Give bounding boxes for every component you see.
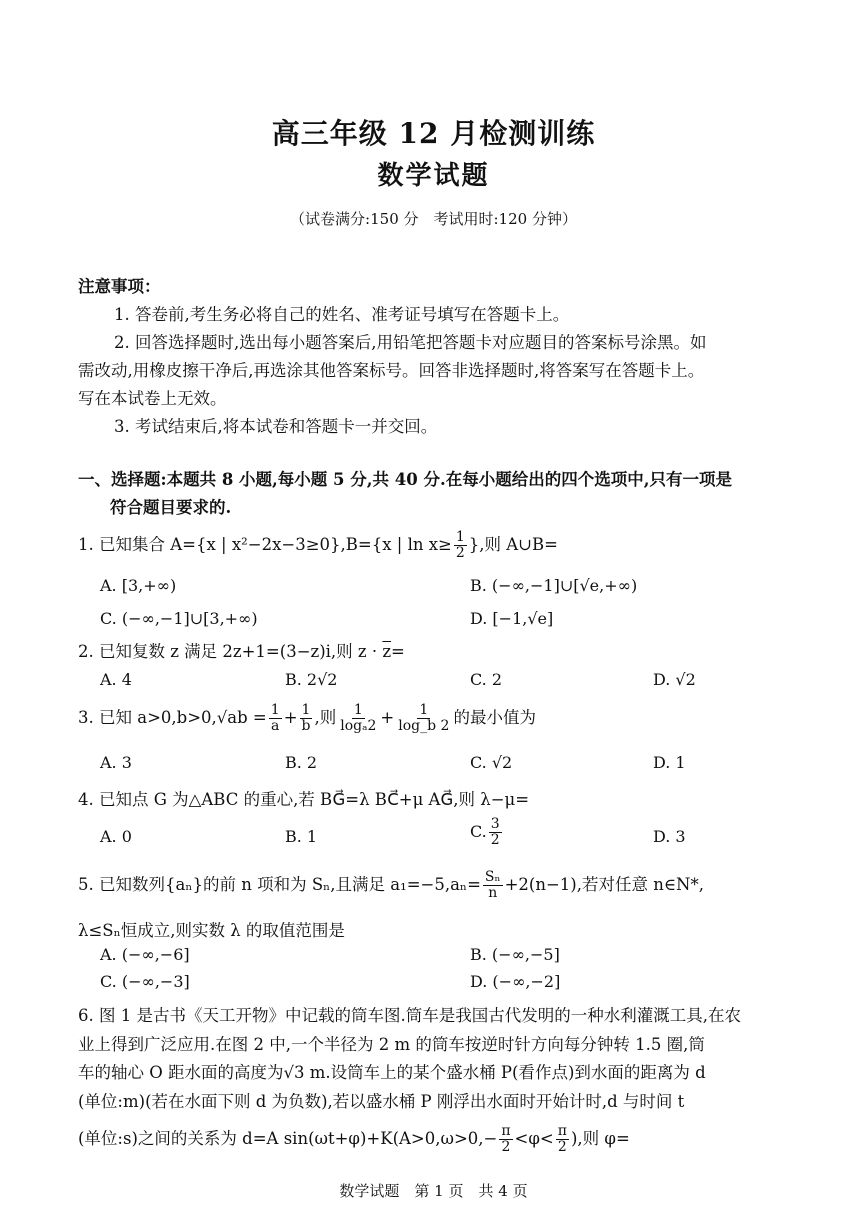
- q1-option-b: B. (−∞,−1]∪[√e,+∞): [470, 576, 638, 595]
- section-heading-line-2: 符合题目要求的.: [110, 498, 232, 517]
- notice-item-2-line-2: 需改动,用橡皮擦干净后,再选涂其他答案标号。回答非选择题时,将答案写在答题卡上。: [78, 361, 705, 380]
- q2-option-a: A. 4: [100, 670, 132, 689]
- question-6-line-4: (单位:m)(若在水面下则 d 为负数),若以盛水桶 P 刚浮出水面时开始计时,d 与时间 t: [78, 1092, 685, 1111]
- question-4-stem: 4. 已知点 G 为△ABC 的重心,若 BG⃗=λ BC⃗+μ AG⃗,则 λ−μ=: [78, 790, 530, 809]
- q5-option-d: D. (−∞,−2]: [470, 972, 561, 991]
- question-6-line-1: 6. 图 1 是古书《天工开物》中记载的筒车图.筒车是我国古代发明的一种水利灌溉工具,在农: [78, 1006, 741, 1025]
- exam-title: 高三年级 12 月检测训练: [271, 117, 596, 150]
- notice-item-2-line-1: 2. 回答选择题时,选出每小题答案后,用铅笔把答题卡对应题目的答案标号涂黑。如: [114, 333, 707, 352]
- question-6-line-2: 业上得到广泛应用.在图 2 中,一个半径为 2 m 的筒车按逆时针方向每分钟转 1.5 圈,筒: [78, 1035, 705, 1054]
- q3-option-d: D. 1: [653, 753, 686, 772]
- notice-item-1: 1. 答卷前,考生务必将自己的姓名、准考证号填写在答题卡上。: [114, 305, 570, 324]
- q4-option-d: D. 3: [653, 827, 686, 846]
- notice-item-3: 3. 考试结束后,将本试卷和答题卡一并交回。: [114, 417, 438, 436]
- q3-option-b: B. 2: [285, 753, 318, 772]
- q1-option-d: D. [−1,√e]: [470, 609, 554, 628]
- notice-item-2-line-3: 写在本试卷上无效。: [78, 389, 227, 408]
- question-1-stem: 1. 已知集合 A={x | x²−2x−3≥0},B={x | ln x≥ $\frac{1}{2}$ },则 A∪B=: [78, 529, 558, 561]
- notice-heading: 注意事项：: [78, 277, 161, 296]
- q5-option-c: C. (−∞,−3]: [100, 972, 190, 991]
- q4-option-b: B. 1: [285, 827, 318, 846]
- q1-option-a: A. [3,+∞): [100, 576, 177, 595]
- q5-option-a: A. (−∞,−6]: [100, 945, 190, 964]
- question-2-stem: 2. 已知复数 z 满足 2z+1=(3−z)i,则 $z \cdot \overline{z}=$: [78, 642, 405, 661]
- question-3-stem: 3. 已知 a>0,b>0,√ab = $\frac{1}{a}$ + $\frac{1}{b}$ ,则 $\frac{1}{\text{logₐ2}}$ + $\frac{1}{\log\_b 2}$ 的最小值为: [78, 702, 536, 734]
- q4-option-a: A. 0: [100, 827, 132, 846]
- question-6-line-3: 车的轴心 O 距水面的高度为√3 m.设筒车上的某个盛水桶 P(看作点)到水面的距离为 d: [78, 1063, 706, 1082]
- q2-option-d: D. √2: [653, 670, 696, 689]
- page-footer: 数学试题 第 1 页 共 4 页: [339, 1182, 528, 1200]
- q3-option-c: C. √2: [470, 753, 513, 772]
- q3-option-a: A. 3: [100, 753, 132, 772]
- exam-meta: （试卷满分:150 分 考试用时:120 分钟）: [290, 210, 577, 228]
- q5-option-b: B. (−∞,−5]: [470, 945, 560, 964]
- section-heading: 一、选择题:本题共 8 小题,每小题 5 分,共 40 分.在每小题给出的四个选项中,只有一项是: [78, 470, 732, 489]
- question-5-stem: 5. 已知数列{aₙ}的前 n 项和为 Sₙ,且满足 a₁=−5,aₙ= $\frac{\text{Sₙ}}{n}$ +2(n−1),若对任意 n∈N*,: [78, 869, 704, 901]
- q2-option-c: C. 2: [470, 670, 503, 689]
- q2-option-b: B. 2√2: [285, 670, 338, 689]
- q1-option-c: C. (−∞,−1]∪[3,+∞): [100, 609, 258, 628]
- question-5-line-2: λ≤Sₙ恒成立,则实数 λ 的取值范围是: [78, 921, 345, 940]
- exam-subject: 数学试题: [377, 161, 490, 191]
- question-6-line-5: (单位:s)之间的关系为 d=A sin(ωt+φ)+K(A>0,ω>0,− $\frac{\pi}{2}$ <φ< $\frac{\pi}{2}$ ),则 φ=: [78, 1123, 630, 1155]
- q4-option-c: C. $\frac{3}{2}$: [470, 816, 500, 848]
